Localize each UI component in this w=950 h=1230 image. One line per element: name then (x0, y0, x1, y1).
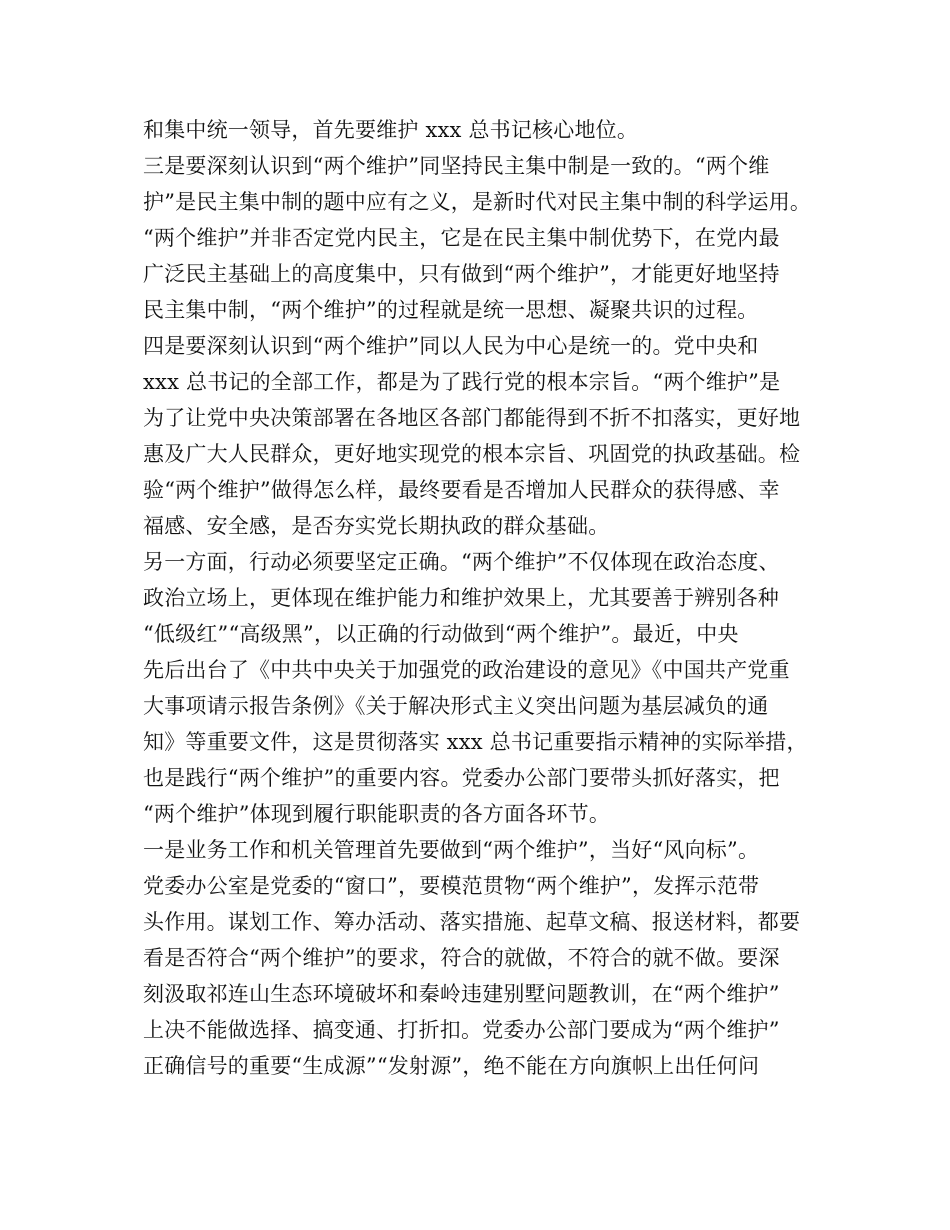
text-line: 知》等重要文件，这是贯彻落实 xxx 总书记重要指示精神的实际举措， (143, 730, 808, 754)
text-line: 先后出台了《中共中央关于加强党的政治建设的意见》《中国共产党重 (143, 658, 790, 682)
text-line: xxx 总书记的全部工作，都是为了践行党的根本宗旨。“两个维护”是 (143, 370, 781, 394)
text-line: 头作用。谋划工作、筹办活动、落实措施、起草文稿、报送材料，都要 (143, 910, 801, 934)
text-line: 惠及广大人民群众，更好地实现党的根本宗旨、巩固党的执政基础。检 (143, 442, 801, 466)
text-line: 验“两个维护”做得怎么样，最终要看是否增加人民群众的获得感、幸 (143, 478, 780, 502)
text-line: 党委办公室是党委的“窗口”，要模范贯物“两个维护”，发挥示范带 (143, 874, 760, 898)
text-line: 一是业务工作和机关管理首先要做到“两个维护”，当好“风向标”。 (143, 838, 760, 862)
text-line: 福感、安全感，是否夯实党长期执政的群众基础。 (143, 514, 610, 538)
text-line: “两个维护”并非否定党内民主，它是在民主集中制优势下，在党内最 (143, 226, 780, 250)
text-line: 也是践行“两个维护”的重要内容。党委办公部门要带头抓好落实，把 (143, 766, 780, 790)
text-line: 看是否符合“两个维护”的要求，符合的就做，不符合的就不做。要深 (143, 946, 780, 970)
text-line: 广泛民主基础上的高度集中，只有做到“两个维护”，才能更好地坚持 (143, 262, 780, 286)
text-line: 护”是民主集中制的题中应有之义，是新时代对民主集中制的科学运用。 (143, 190, 812, 214)
text-line: 四是要深刻认识到“两个维护”同以人民为中心是统一的。党中央和 (143, 334, 759, 358)
document-body (143, 112, 813, 1084)
text-line: 民主集中制，“两个维护”的过程就是统一思想、凝聚共识的过程。 (143, 298, 759, 322)
text-line: “两个维护”体现到履行职能职责的各方面各环节。 (143, 802, 611, 826)
text-line: 为了让党中央决策部署在各地区各部门都能得到不折不扣落实，更好地 (143, 406, 801, 430)
text-line: “低级红”“高级黑”，以正确的行动做到“两个维护”。最近，中央 (143, 622, 739, 646)
text-line: 三是要深刻认识到“两个维护”同坚持民主集中制是一致的。“两个维 (143, 154, 770, 178)
text-line: 上决不能做选择、搞变通、打折扣。党委办公部门要成为“两个维护” (143, 1018, 780, 1042)
text-line: 和集中统一领导，首先要维护 xxx 总书记核心地位。 (143, 118, 639, 142)
text-line: 政治立场上，更体现在维护能力和维护效果上，尤其要善于辨别各种 (143, 586, 779, 610)
text-line: 另一方面，行动必须要坚定正确。“两个维护”不仅体现在政治态度、 (143, 550, 780, 574)
text-line: 刻汲取祁连山生态环境破坏和秦岭违建别墅问题教训，在“两个维护” (143, 982, 780, 1006)
text-line: 大事项请示报告条例》《关于解决形式主义突出问题为基层减负的通 (143, 694, 769, 718)
text-line: 正确信号的重要“生成源”“发射源”，绝不能在方向旗帜上出任何问 (143, 1054, 760, 1078)
